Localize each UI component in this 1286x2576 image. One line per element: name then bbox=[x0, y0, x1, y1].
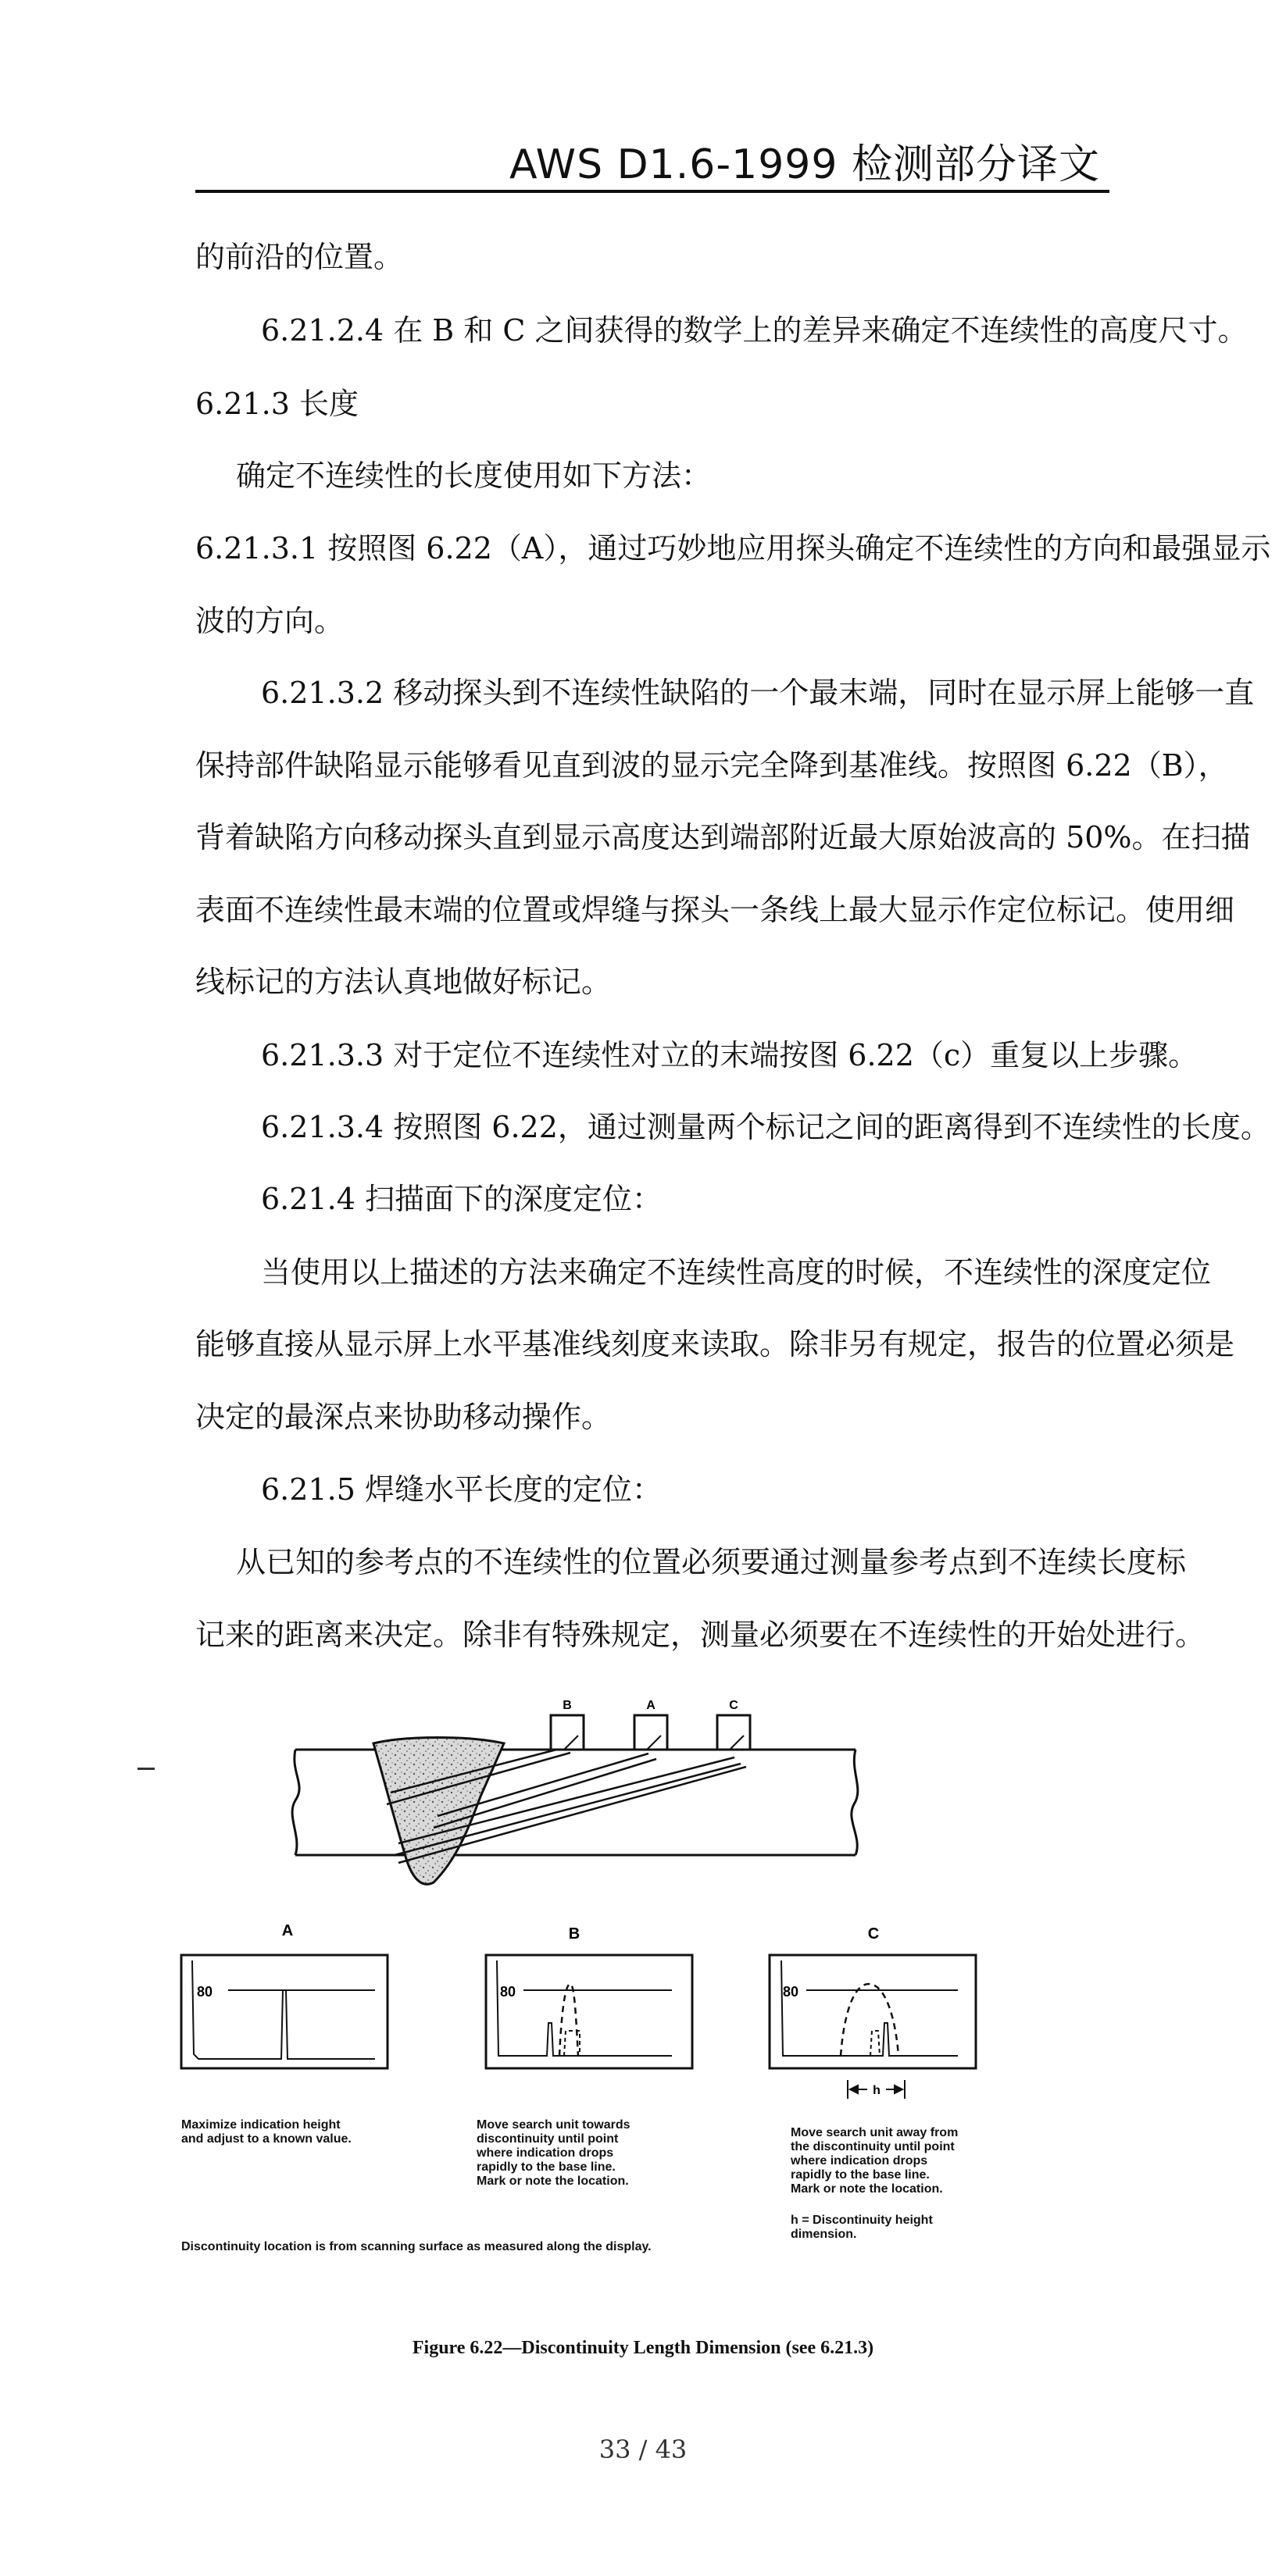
paragraph: 的前沿的位置。 bbox=[195, 240, 404, 274]
paragraph: 6.21.3.1 按照图 6.22（A），通过巧妙地应用探头确定不连续性的方向和最强显示 bbox=[195, 531, 1271, 566]
probe-label-a: A bbox=[646, 1699, 656, 1712]
screen-b bbox=[486, 1955, 692, 2068]
probe-label-c: C bbox=[729, 1699, 738, 1712]
screen-c bbox=[770, 1955, 976, 2068]
weld-bead bbox=[373, 1738, 504, 1885]
figure-note: Discontinuity location is from scanning surface as measured along the display. bbox=[181, 2240, 652, 2253]
figure-caption: Figure 6.22—Discontinuity Length Dimension (see 6.21.3) bbox=[412, 2338, 874, 2358]
probe-label-b: B bbox=[563, 1699, 572, 1712]
paragraph: 当使用以上描述的方法来确定不连续性高度的时候，不连续性的深度定位 bbox=[261, 1255, 1212, 1290]
page-number: 33 / 43 bbox=[598, 2435, 688, 2464]
section-heading: 6.21.4 扫描面下的深度定位： bbox=[261, 1182, 662, 1216]
paragraph: 从已知的参考点的不连续性的位置必须要通过测量参考点到不连续长度标 bbox=[236, 1545, 1187, 1579]
paragraph: 6.21.3.4 按照图 6.22，通过测量两个标记之间的距离得到不连续性的长度。 bbox=[261, 1110, 1270, 1144]
screen-title-a: A bbox=[281, 1922, 294, 1939]
document-header-title: AWS D1.6-1999 检测部分译文 bbox=[509, 141, 1100, 188]
screen-title-b: B bbox=[568, 1925, 580, 1943]
paragraph: 确定不连续性的长度使用如下方法： bbox=[236, 458, 712, 493]
screen-b-level-label: 80 bbox=[500, 1984, 516, 2000]
paragraph: 波的方向。 bbox=[195, 604, 345, 638]
paragraph: 保持部件缺陷显示能够看见直到波的显示完全降到基准线。按照图 6.22（B）， bbox=[195, 748, 1228, 783]
section-heading: 6.21.3 长度 bbox=[195, 387, 359, 421]
weld-plate-section bbox=[292, 1750, 858, 1855]
height-dimension-label: h bbox=[873, 2084, 881, 2097]
paragraph: 线标记的方法认真地做好标记。 bbox=[195, 965, 612, 999]
screen-title-c: C bbox=[867, 1925, 880, 1943]
paragraph: 6.21.2.4 在 B 和 C 之间获得的数学上的差异来确定不连续性的高度尺寸。 bbox=[261, 313, 1248, 348]
search-unit-probes bbox=[551, 1715, 750, 1750]
paragraph: 决定的最深点来协助移动操作。 bbox=[195, 1400, 612, 1434]
paragraph: 6.21.3.2 移动探头到不连续性缺陷的一个最末端，同时在显示屏上能够一直 bbox=[261, 676, 1255, 710]
screen-a-level-label: 80 bbox=[197, 1984, 213, 2000]
caption-height-definition: h = Discontinuity height dimension. bbox=[791, 2214, 933, 2241]
paragraph: 6.21.3.3 对于定位不连续性对立的末端按图 6.22（c）重复以上步骤。 bbox=[261, 1038, 1198, 1072]
caption-screen-a: Maximize indication height and adjust to a known value. bbox=[181, 2118, 352, 2146]
paragraph: 表面不连续性最末端的位置或焊缝与探头一条线上最大显示作定位标记。使用细 bbox=[195, 893, 1235, 927]
paragraph: 背着缺陷方向移动探头直到显示高度达到端部附近最大原始波高的 50%。在扫描 bbox=[195, 820, 1251, 855]
section-heading: 6.21.5 焊缝水平长度的定位： bbox=[261, 1472, 662, 1507]
screen-a bbox=[181, 1955, 388, 2068]
paragraph: 记来的距离来决定。除非有特殊规定，测量必须要在不连续性的开始处进行。 bbox=[195, 1618, 1206, 1652]
paragraph: 能够直接从显示屏上水平基准线刻度来读取。除非另有规定，报告的位置必须是 bbox=[195, 1327, 1235, 1361]
caption-screen-b: Move search unit towards discontinuity until point where indication drops rapidly to the base line. Mark or note the location. bbox=[477, 2118, 630, 2188]
screen-c-level-label: 80 bbox=[783, 1984, 799, 2000]
caption-screen-c: Move search unit away from the discontinuity until point where indication drops rapidly to the base line. Mark or note the location. bbox=[791, 2126, 959, 2196]
